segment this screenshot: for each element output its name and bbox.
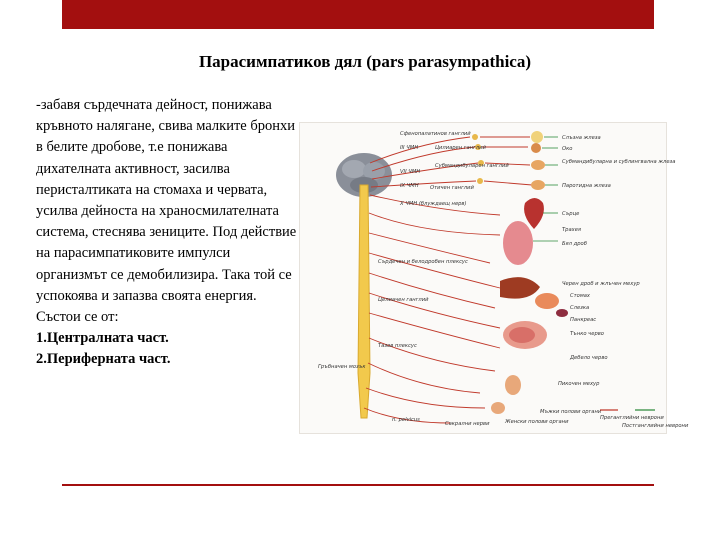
organs [491, 131, 568, 414]
genital-organs-icon [491, 402, 505, 414]
label-celiac-ganglion: Целиачен ганглий [378, 297, 429, 303]
label-sphenopalatine-ganglion: Сфенопалатинов ганглий [400, 131, 471, 137]
spleen-icon [556, 309, 568, 317]
heart-icon [524, 198, 544, 229]
label-submandibular-ganglion: Субмандибуларен ганглий [435, 163, 509, 169]
label-cardiac-plexus: Сърдечен и белодробен плексус [378, 259, 468, 265]
label-bladder: Пикочен мехур [558, 381, 600, 387]
label-parotid-gland: Паротидна жлеза [562, 183, 611, 189]
diagram-svg [300, 123, 689, 433]
eye-icon [531, 143, 541, 153]
label-trachea: Трахея [562, 227, 582, 233]
stomach-icon [535, 293, 559, 309]
ganglia [472, 134, 484, 184]
label-cn-vii: VII ЧМН [400, 169, 421, 175]
label-ciliary-ganglion: Цилиарен ганглий [435, 145, 486, 151]
label-female-genitals: Женски полови органи [505, 419, 569, 425]
top-accent-bar [62, 0, 654, 29]
label-spinal-cord: Гръбначен мозък [318, 364, 366, 370]
label-n-pelvicus: n. pelvicus [392, 417, 420, 423]
label-liver-gallbladder: Черен дроб и жлъчен мехур [562, 281, 640, 287]
label-pelvic-plexus: Тазов плексус [378, 343, 417, 349]
slide-title: Парасимпатиков дял (pars parasympathica) [198, 52, 532, 71]
label-cn-iii: III ЧМН [400, 145, 419, 151]
bladder-icon [505, 375, 521, 395]
label-male-genitals: Мъжки полови органи [540, 409, 602, 415]
label-lacrimal-gland: Слъзна жлеза [562, 135, 601, 141]
lung-icon [503, 221, 533, 265]
label-pancreas: Панкреас [570, 317, 597, 323]
lacrimal-gland-icon [531, 131, 543, 143]
parotid-gland-icon [531, 180, 545, 190]
label-small-intestine: Тънко черво [570, 331, 604, 337]
label-spleen: Слезка [570, 305, 590, 311]
label-sacral-nerves: Сакрални нерви [445, 421, 490, 427]
legend-postganglionic-label: Постганглийни неврони [622, 423, 689, 429]
label-vagus-nerve: X ЧМН (блуждаещ нерв) [400, 201, 467, 207]
legend-preganglionic-label: Преганглийни неврони [600, 415, 664, 421]
label-heart: Сърце [562, 211, 580, 217]
label-salivary-glands: Субмандибуларна и сублингвална жлеза [562, 159, 676, 165]
spinal-cord-icon [358, 185, 370, 418]
body-text [36, 95, 298, 371]
parasympathetic-diagram [299, 122, 689, 434]
salivary-gland-icon [531, 160, 545, 170]
label-eye: Око [562, 146, 573, 152]
liver-icon [500, 277, 540, 298]
legend [600, 410, 689, 429]
label-large-intestine: Дебело черво [570, 355, 608, 361]
label-stomach: Стомах [570, 293, 590, 299]
point-central: 1.Централната част. [36, 330, 169, 347]
point-peripheral: 2.Периферната част. [36, 351, 171, 368]
label-otic-ganglion: Отичен ганглий [430, 185, 474, 191]
bottom-divider [62, 484, 654, 486]
label-cn-ix: IX ЧМН [400, 183, 419, 189]
label-lung: Бял дроб [562, 241, 587, 247]
description-paragraph: -забавя сърдечната дейност, понижава кръвното налягане, свива малките бронхи в белите дробове, т.е понижава дихателната активност, засилва перисталтиката на стомаха и червата, усилва дейноста на храносмилателната система, стеснява зениците. Под действие на парасимпатиковите импулси организмът се демобилизира. Така той се успокоява и запазва своята енергия. Състои се от: [36, 97, 297, 326]
